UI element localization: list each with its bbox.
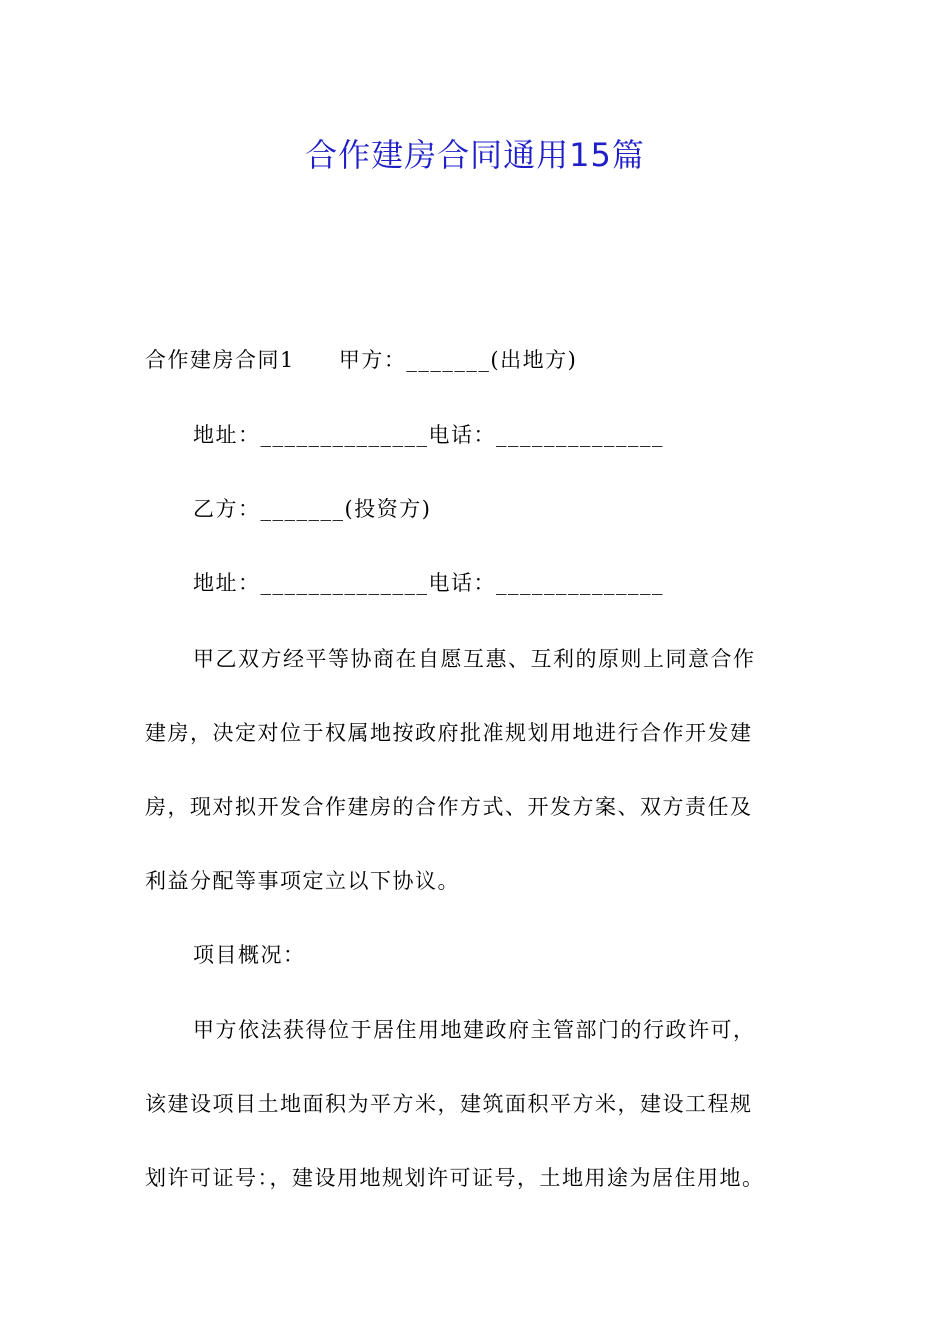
contract-heading: 合作建房合同1 <box>145 348 295 372</box>
party-b-address-line: 地址：______________电话：______________ <box>193 571 664 595</box>
paragraph-line: 甲方依法获得位于居住用地建政府主管部门的行政许可， <box>193 1018 756 1042</box>
paragraph-line: 房，现对拟开发合作建房的合作方式、开发方案、双方责任及 <box>145 795 753 819</box>
document-title: 合作建房合同通用15篇 <box>305 136 645 174</box>
paragraph-line: 利益分配等事项定立以下协议。 <box>145 869 460 893</box>
party-a-address-line: 地址：______________电话：______________ <box>193 423 664 447</box>
party-b-line: 乙方：_______(投资方) <box>193 497 432 521</box>
section-heading: 项目概况： <box>193 943 306 967</box>
paragraph-line: 该建设项目土地面积为平方米，建筑面积平方米，建设工程规 <box>145 1092 753 1116</box>
paragraph-line: 甲乙双方经平等协商在自愿互惠、互利的原则上同意合作 <box>193 647 756 671</box>
contract-heading-line <box>145 346 577 374</box>
party-a-text: 甲方：_______(出地方) <box>338 348 578 372</box>
paragraph-line: 建房，决定对位于权属地按政府批准规划用地进行合作开发建 <box>145 721 753 745</box>
paragraph-line: 划许可证号：，建设用地规划许可证号，土地用途为居住用地。 <box>145 1166 765 1190</box>
